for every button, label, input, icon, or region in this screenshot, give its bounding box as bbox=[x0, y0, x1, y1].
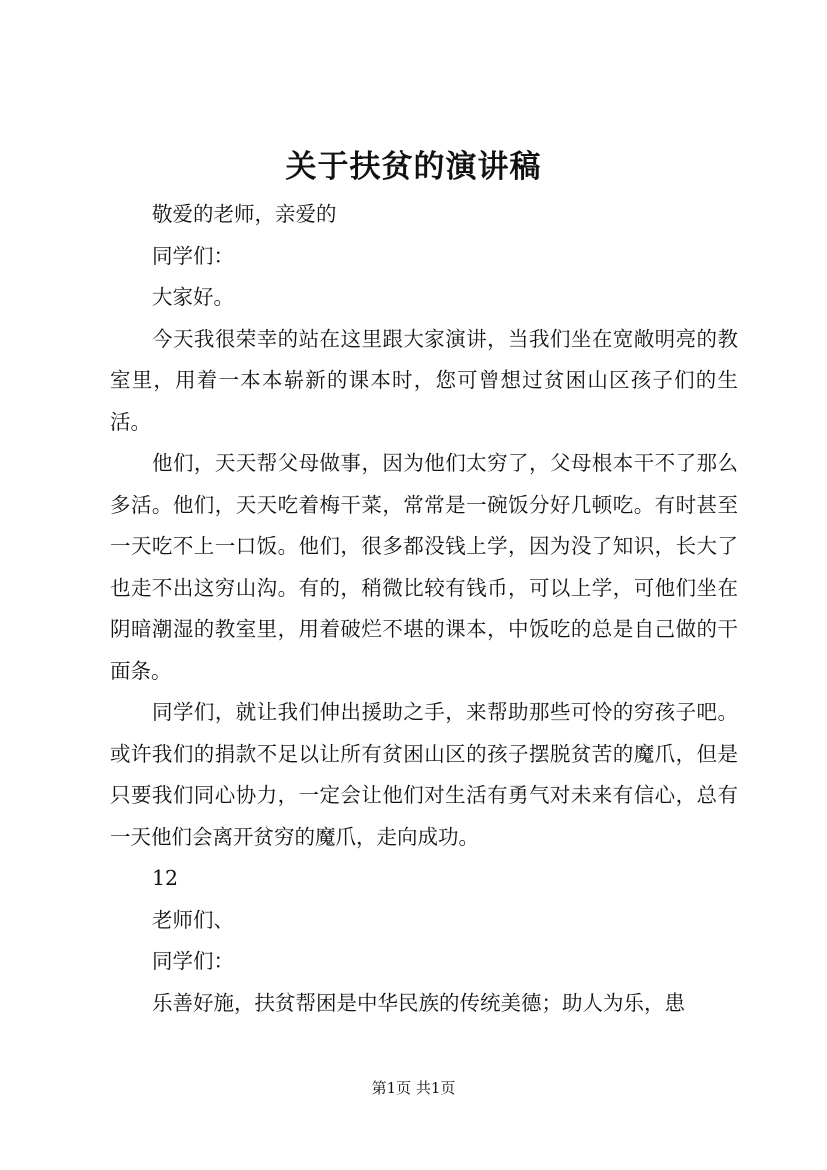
paragraph-classmates: 同学们： bbox=[152, 243, 234, 268]
paragraph-greeting: 大家好。 bbox=[152, 285, 234, 309]
paragraph-virtue: 乐善好施，扶贫帮困是中华民族的传统美德；助人为乐，患 bbox=[152, 990, 685, 1015]
page-footer: 第1页 共1页 bbox=[371, 1079, 456, 1097]
document-title: 关于扶贫的演讲稿 bbox=[285, 149, 542, 185]
section-number: 12 bbox=[152, 866, 179, 890]
paragraph-intro: 今天我很荣幸的站在这里跟大家演讲，当我们坐在宽敞明亮的教室里，用着一本本崭新的课本时，您可曾想过贫困山区孩子们的生活。 bbox=[110, 326, 738, 434]
paragraph-classmates-2: 同学们： bbox=[152, 949, 234, 973]
paragraph-salutation: 敬爱的老师，亲爱的 bbox=[152, 202, 337, 226]
paragraph-teachers: 老师们、 bbox=[152, 907, 234, 932]
document-body bbox=[110, 194, 738, 1024]
paragraph-hardship: 他们，天天帮父母做事，因为他们太穷了，父母根本干不了那么多活。他们，天天吃着梅干菜，常常是一碗饭分好几顿吃。有时甚至一天吃不上一口饭。他们，很多都没钱上学，因为没了知识，长大了也走不出这穷山沟。有的，稍微比较有钱币，可以上学，可他们坐在阴暗潮湿的教室里，用着破烂不堪的课本，中饭吃的总是自己做的干面条。 bbox=[110, 451, 738, 683]
paragraph-appeal: 同学们，就让我们伸出援助之手，来帮助那些可怜的穷孩子吧。或许我们的捐款不足以让所有贫困山区的孩子摆脱贫苦的魔爪，但是只要我们同心协力，一定会让他们对生活有勇气对未来有信心，总有一天他们会离开贫穷的魔爪，走向成功。 bbox=[110, 700, 738, 849]
